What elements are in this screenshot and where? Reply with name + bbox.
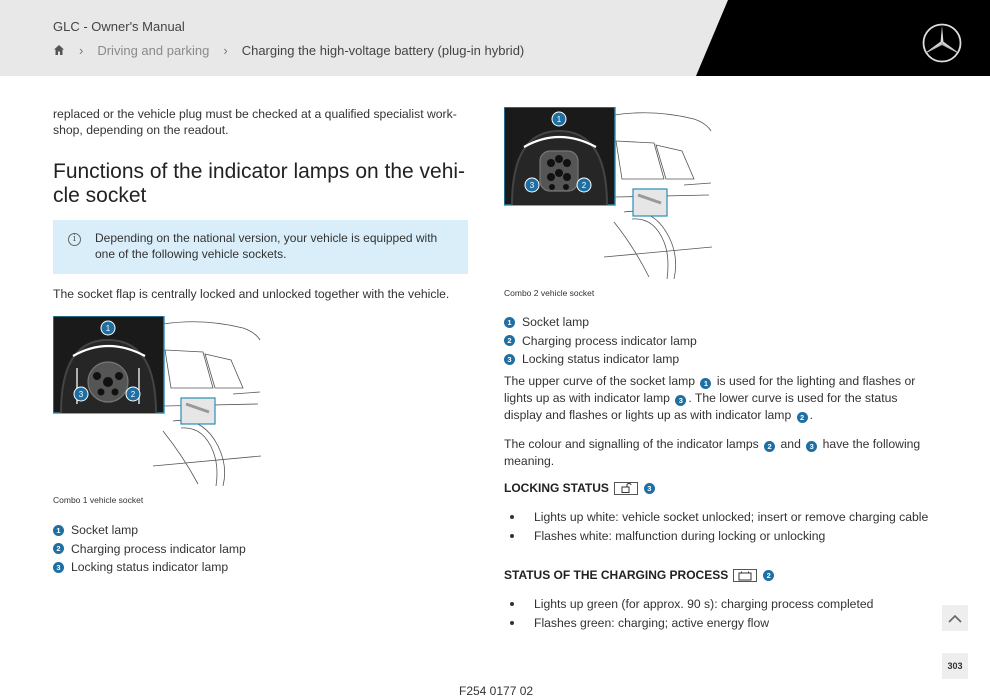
list-item [510, 507, 928, 527]
text-run: . [809, 408, 814, 422]
callout-number: 3 [675, 395, 686, 406]
bullet-icon [510, 621, 514, 625]
legend-label: Charging process indicator lamp [522, 333, 697, 348]
page-number: 303 [942, 653, 968, 679]
callout-1 [101, 321, 115, 335]
text-run: and [780, 437, 801, 451]
intro-text: replaced or the vehicle plug must be checked at a qualified specialist work-shop, depending on the readout. [53, 107, 457, 137]
callout-number: 1 [700, 378, 711, 389]
list-item [504, 332, 697, 351]
home-icon[interactable] [53, 44, 65, 56]
callout-number: 2 [797, 412, 808, 423]
list-item [53, 540, 246, 559]
svg-text:2: 2 [581, 181, 587, 190]
list-item [53, 558, 246, 577]
callout-2 [126, 387, 140, 401]
socket-lamp-paragraph [504, 373, 924, 424]
list-item [510, 614, 873, 634]
header-black-band [0, 0, 990, 76]
locking-status-list [510, 507, 928, 546]
bullet-icon [510, 602, 514, 606]
callout-2 [577, 178, 591, 192]
callout-number: 2 [763, 570, 774, 581]
list-item [510, 594, 873, 614]
callout-number: 2 [504, 335, 515, 346]
callout-number: 1 [504, 317, 515, 328]
list-item [53, 521, 246, 540]
callout-number: 3 [53, 562, 64, 573]
info-icon: i [68, 233, 81, 246]
bullet-icon [510, 534, 514, 538]
text-run: have the following meaning. [504, 437, 921, 468]
breadcrumb-link-driving[interactable]: Driving and parking [97, 42, 210, 58]
mercedes-star-icon[interactable] [921, 22, 963, 64]
list-item [504, 313, 697, 332]
battery-symbol-icon [733, 569, 757, 582]
legend-label: Socket lamp [522, 315, 590, 330]
callout-1 [552, 112, 566, 126]
info-note-text: Depending on the national version, your vehicle is equipped with one of the following vehicle sockets. [95, 231, 438, 261]
list-item-text: Flashes white: malfunction during locking or unlocking [534, 529, 826, 544]
list-item [504, 350, 697, 369]
socket-flap-text: The socket flap is centrally locked and unlocked together with the vehicle. [53, 287, 450, 301]
chevron-right-icon: › [223, 42, 228, 58]
callout-3 [74, 387, 88, 401]
figure-caption-combo2: Combo 2 vehicle socket [504, 288, 595, 298]
legend-label: Locking status indicator lamp [71, 560, 229, 575]
callout-number: 1 [53, 525, 64, 536]
manual-title: GLC - Owner's Manual [53, 19, 185, 34]
svg-text:1: 1 [105, 324, 111, 333]
svg-text:1: 1 [556, 115, 562, 124]
combo1-socket-illustration [53, 316, 261, 486]
section-title: LOCKING STATUS [504, 481, 609, 495]
locking-status-heading [504, 481, 662, 495]
callout-number: 3 [644, 483, 655, 494]
text-run: The upper curve of the socket lamp [504, 374, 696, 388]
callout-number: 3 [504, 354, 515, 365]
list-item [510, 527, 928, 547]
scroll-to-top-button[interactable] [942, 605, 968, 631]
text-run: . The lower curve is used for the status display and flashes or lights up as with indicator lamp [504, 391, 898, 422]
text-run: The colour and signalling of the indicator lamps [504, 437, 759, 451]
chevron-right-icon: › [79, 42, 84, 58]
callout-3 [525, 178, 539, 192]
section-title: STATUS OF THE CHARGING PROCESS [504, 568, 729, 582]
section-heading: Functions of the indicator lamps on the vehi-cle socket [53, 160, 466, 207]
info-note [53, 220, 468, 274]
figure-code: F254 0177 02 [459, 684, 534, 698]
svg-text:2: 2 [130, 390, 136, 399]
chevron-up-icon [948, 614, 962, 623]
legend-combo1 [53, 521, 246, 577]
combo2-socket-illustration [504, 107, 712, 279]
figure-caption-combo1: Combo 1 vehicle socket [53, 495, 144, 505]
list-item-text: Flashes green: charging; active energy flow [534, 616, 770, 631]
callout-number: 3 [806, 441, 817, 452]
svg-text:3: 3 [529, 181, 535, 190]
text-run: is used for the lighting and flashes or lights up as with indicator lamp [504, 374, 916, 405]
breadcrumb-current: Charging the high-voltage battery (plug-in hybrid) [241, 42, 525, 58]
callout-number: 2 [53, 543, 64, 554]
charging-status-heading [504, 568, 781, 582]
lock-open-symbol-icon [614, 482, 638, 495]
callout-number: 2 [764, 441, 775, 452]
list-item-text: Lights up white: vehicle socket unlocked; insert or remove charging cable [534, 509, 929, 524]
legend-combo2 [504, 313, 697, 369]
svg-text:3: 3 [78, 390, 84, 399]
bullet-icon [510, 515, 514, 519]
charging-status-list [510, 594, 873, 633]
legend-label: Locking status indicator lamp [522, 352, 680, 367]
indicator-meaning-paragraph [504, 436, 924, 470]
legend-label: Charging process indicator lamp [71, 541, 246, 556]
breadcrumb [53, 42, 524, 58]
legend-label: Socket lamp [71, 523, 139, 538]
list-item-text: Lights up green (for approx. 90 s): charging process completed [534, 596, 874, 611]
